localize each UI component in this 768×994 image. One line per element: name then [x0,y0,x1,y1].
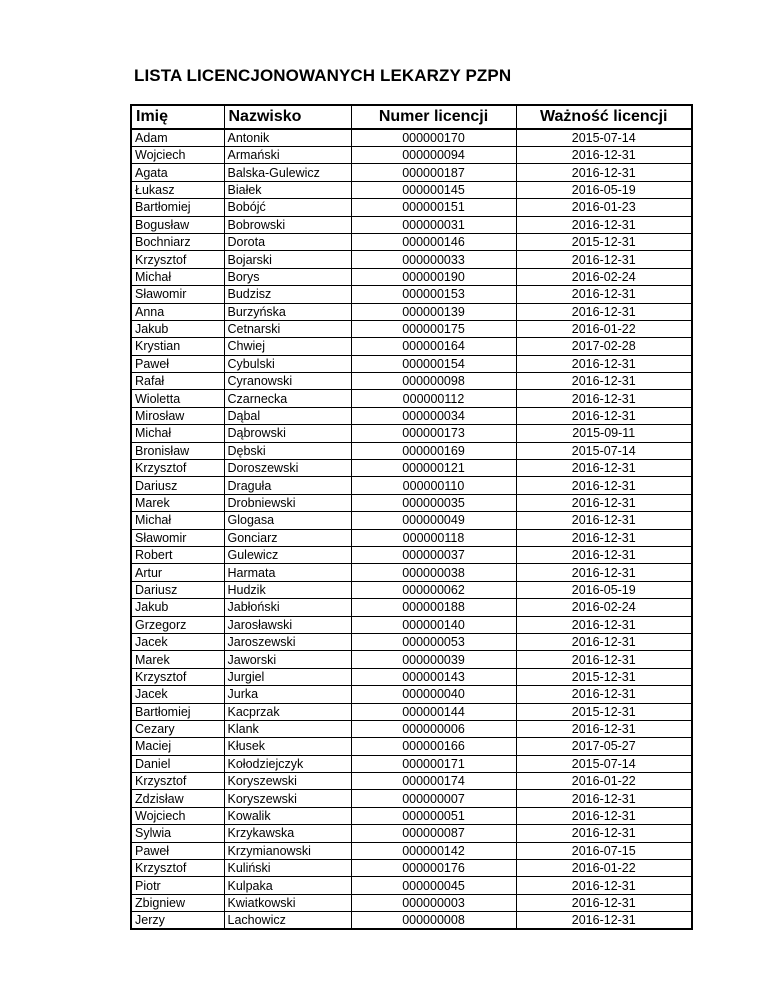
cell-license-validity: 2016-01-22 [516,860,692,877]
cell-first-name: Mirosław [131,407,224,424]
cell-first-name: Zbigniew [131,894,224,911]
cell-last-name: Draguła [224,477,351,494]
cell-last-name: Jurka [224,686,351,703]
cell-license-number: 000000145 [351,181,516,198]
cell-first-name: Michał [131,425,224,442]
cell-license-validity: 2016-12-31 [516,633,692,650]
cell-last-name: Bobójć [224,199,351,216]
cell-license-number: 000000176 [351,860,516,877]
cell-license-validity: 2015-07-14 [516,755,692,772]
cell-last-name: Krzykawska [224,825,351,842]
cell-first-name: Paweł [131,842,224,859]
cell-first-name: Bochniarz [131,233,224,250]
table-row [131,599,692,616]
table-row [131,129,692,147]
cell-license-validity: 2016-12-31 [516,512,692,529]
cell-license-validity: 2016-01-23 [516,199,692,216]
table-row [131,460,692,477]
table-row [131,842,692,859]
cell-first-name: Maciej [131,738,224,755]
cell-first-name: Sylwia [131,825,224,842]
cell-first-name: Piotr [131,877,224,894]
cell-last-name: Dorota [224,233,351,250]
cell-license-validity: 2016-12-31 [516,877,692,894]
cell-first-name: Zdzisław [131,790,224,807]
cell-last-name: Jabłoński [224,599,351,616]
cell-license-validity: 2016-05-19 [516,581,692,598]
cell-first-name: Rafał [131,373,224,390]
table-row [131,616,692,633]
cell-first-name: Sławomir [131,529,224,546]
cell-license-number: 000000171 [351,755,516,772]
cell-first-name: Jacek [131,686,224,703]
cell-license-number: 000000146 [351,233,516,250]
cell-license-validity: 2016-01-22 [516,320,692,337]
cell-license-validity: 2016-12-31 [516,494,692,511]
cell-license-number: 000000034 [351,407,516,424]
cell-license-validity: 2016-12-31 [516,825,692,842]
cell-license-validity: 2016-12-31 [516,147,692,164]
cell-last-name: Białek [224,181,351,198]
cell-first-name: Bronisław [131,442,224,459]
table-row [131,738,692,755]
cell-license-number: 000000094 [351,147,516,164]
cell-first-name: Wojciech [131,147,224,164]
cell-last-name: Glogasa [224,512,351,529]
cell-last-name: Kuliński [224,860,351,877]
cell-first-name: Marek [131,494,224,511]
cell-last-name: Dąbrowski [224,425,351,442]
cell-license-validity: 2016-12-31 [516,460,692,477]
table-row [131,268,692,285]
cell-license-number: 000000035 [351,494,516,511]
cell-first-name: Dariusz [131,581,224,598]
table-row [131,703,692,720]
cell-license-number: 000000169 [351,442,516,459]
cell-license-validity: 2015-12-31 [516,233,692,250]
cell-license-number: 000000175 [351,320,516,337]
header-last-name: Nazwisko [224,105,351,129]
cell-license-number: 000000153 [351,286,516,303]
cell-license-validity: 2016-12-31 [516,373,692,390]
cell-first-name: Marek [131,651,224,668]
cell-first-name: Bartłomiej [131,199,224,216]
table-row [131,807,692,824]
table-row [131,355,692,372]
cell-first-name: Krystian [131,338,224,355]
cell-license-validity: 2015-12-31 [516,703,692,720]
cell-license-validity: 2016-12-31 [516,651,692,668]
cell-first-name: Krzysztof [131,860,224,877]
cell-license-number: 000000007 [351,790,516,807]
table-row [131,825,692,842]
table-row [131,912,692,930]
table-row [131,390,692,407]
table-row [131,581,692,598]
table-row [131,164,692,181]
cell-license-validity: 2016-12-31 [516,407,692,424]
cell-license-validity: 2016-12-31 [516,790,692,807]
header-first-name: Imię [131,105,224,129]
cell-license-number: 000000188 [351,599,516,616]
table-row [131,894,692,911]
table-row [131,199,692,216]
table-row [131,320,692,337]
cell-license-number: 000000170 [351,129,516,147]
table-row [131,546,692,563]
cell-license-validity: 2016-01-22 [516,773,692,790]
cell-last-name: Kulpaka [224,877,351,894]
table-row [131,407,692,424]
cell-last-name: Balska-Gulewicz [224,164,351,181]
cell-first-name: Artur [131,564,224,581]
cell-license-validity: 2016-12-31 [516,546,692,563]
table-row [131,651,692,668]
table-row [131,303,692,320]
cell-license-number: 000000166 [351,738,516,755]
cell-first-name: Dariusz [131,477,224,494]
cell-last-name: Bojarski [224,251,351,268]
cell-license-number: 000000140 [351,616,516,633]
cell-license-validity: 2016-07-15 [516,842,692,859]
table-row [131,216,692,233]
cell-last-name: Jurgiel [224,668,351,685]
cell-license-number: 000000139 [351,303,516,320]
table-row [131,286,692,303]
cell-license-number: 000000173 [351,425,516,442]
cell-last-name: Antonik [224,129,351,147]
cell-license-number: 000000040 [351,686,516,703]
table-row [131,668,692,685]
cell-license-number: 000000031 [351,216,516,233]
cell-license-number: 000000038 [351,564,516,581]
cell-license-validity: 2016-02-24 [516,268,692,285]
cell-last-name: Jaroszewski [224,633,351,650]
cell-license-validity: 2016-12-31 [516,807,692,824]
cell-first-name: Adam [131,129,224,147]
cell-last-name: Borys [224,268,351,285]
cell-license-number: 000000154 [351,355,516,372]
cell-last-name: Klank [224,720,351,737]
cell-last-name: Armański [224,147,351,164]
table-row [131,477,692,494]
table-row [131,564,692,581]
cell-license-validity: 2016-12-31 [516,355,692,372]
cell-last-name: Kwiatkowski [224,894,351,911]
cell-first-name: Wojciech [131,807,224,824]
cell-first-name: Agata [131,164,224,181]
table-row [131,633,692,650]
cell-last-name: Kołodziejczyk [224,755,351,772]
cell-license-validity: 2017-02-28 [516,338,692,355]
cell-last-name: Kowalik [224,807,351,824]
cell-license-validity: 2016-12-31 [516,894,692,911]
cell-first-name: Daniel [131,755,224,772]
cell-license-number: 000000112 [351,390,516,407]
cell-first-name: Anna [131,303,224,320]
table-row [131,790,692,807]
cell-last-name: Gulewicz [224,546,351,563]
cell-last-name: Budzisz [224,286,351,303]
cell-license-validity: 2016-02-24 [516,599,692,616]
header-license-validity: Ważność licencji [516,105,692,129]
cell-last-name: Dąbal [224,407,351,424]
cell-first-name: Grzegorz [131,616,224,633]
cell-first-name: Krzysztof [131,668,224,685]
cell-license-validity: 2016-12-31 [516,564,692,581]
cell-last-name: Jarosławski [224,616,351,633]
cell-last-name: Doroszewski [224,460,351,477]
cell-license-number: 000000006 [351,720,516,737]
table-row [131,338,692,355]
cell-last-name: Bobrowski [224,216,351,233]
cell-first-name: Krzysztof [131,460,224,477]
table-header-row [131,105,692,129]
cell-license-number: 000000143 [351,668,516,685]
table-row [131,373,692,390]
cell-first-name: Jakub [131,599,224,616]
cell-last-name: Cyranowski [224,373,351,390]
cell-license-validity: 2016-12-31 [516,720,692,737]
page-title: LISTA LICENCJONOWANYCH LEKARZY PZPN [134,66,512,85]
table-body [131,129,692,929]
cell-license-validity: 2016-12-31 [516,912,692,930]
cell-last-name: Gonciarz [224,529,351,546]
cell-license-number: 000000098 [351,373,516,390]
cell-license-validity: 2016-12-31 [516,477,692,494]
cell-last-name: Drobniewski [224,494,351,511]
cell-first-name: Cezary [131,720,224,737]
cell-first-name: Krzysztof [131,251,224,268]
cell-license-validity: 2015-07-14 [516,129,692,147]
cell-license-number: 000000151 [351,199,516,216]
cell-license-validity: 2016-12-31 [516,164,692,181]
table-row [131,181,692,198]
table-row [131,147,692,164]
table-row [131,442,692,459]
cell-first-name: Jacek [131,633,224,650]
cell-first-name: Wioletta [131,390,224,407]
cell-license-number: 000000008 [351,912,516,930]
cell-license-number: 000000121 [351,460,516,477]
cell-license-number: 000000174 [351,773,516,790]
cell-license-number: 000000187 [351,164,516,181]
table-row [131,529,692,546]
cell-last-name: Kłusek [224,738,351,755]
cell-last-name: Lachowicz [224,912,351,930]
cell-license-number: 000000003 [351,894,516,911]
table-row [131,860,692,877]
cell-last-name: Chwiej [224,338,351,355]
cell-last-name: Koryszewski [224,790,351,807]
cell-license-validity: 2016-12-31 [516,686,692,703]
cell-last-name: Burzyńska [224,303,351,320]
cell-license-number: 000000087 [351,825,516,842]
cell-first-name: Krzysztof [131,773,224,790]
cell-last-name: Krzymianowski [224,842,351,859]
cell-last-name: Cybulski [224,355,351,372]
cell-first-name: Łukasz [131,181,224,198]
cell-first-name: Michał [131,268,224,285]
table-row [131,755,692,772]
table-row [131,877,692,894]
cell-first-name: Jerzy [131,912,224,930]
cell-license-validity: 2017-05-27 [516,738,692,755]
cell-last-name: Hudzik [224,581,351,598]
cell-license-validity: 2016-12-31 [516,529,692,546]
table-row [131,512,692,529]
cell-license-number: 000000039 [351,651,516,668]
cell-license-validity: 2016-12-31 [516,616,692,633]
cell-license-validity: 2016-12-31 [516,216,692,233]
cell-license-number: 000000190 [351,268,516,285]
cell-license-validity: 2015-07-14 [516,442,692,459]
cell-license-number: 000000037 [351,546,516,563]
cell-license-number: 000000062 [351,581,516,598]
cell-license-validity: 2016-05-19 [516,181,692,198]
cell-last-name: Czarnecka [224,390,351,407]
cell-first-name: Robert [131,546,224,563]
cell-license-validity: 2016-12-31 [516,390,692,407]
table-row [131,233,692,250]
cell-first-name: Jakub [131,320,224,337]
cell-license-validity: 2016-12-31 [516,251,692,268]
cell-license-number: 000000118 [351,529,516,546]
table-row [131,251,692,268]
cell-license-validity: 2015-09-11 [516,425,692,442]
cell-license-number: 000000033 [351,251,516,268]
table-row [131,686,692,703]
cell-license-validity: 2016-12-31 [516,286,692,303]
cell-license-validity: 2016-12-31 [516,303,692,320]
cell-first-name: Bogusław [131,216,224,233]
cell-last-name: Jaworski [224,651,351,668]
header-license-number: Numer licencji [351,105,516,129]
cell-last-name: Cetnarski [224,320,351,337]
cell-first-name: Michał [131,512,224,529]
cell-license-number: 000000051 [351,807,516,824]
cell-last-name: Harmata [224,564,351,581]
table-row [131,720,692,737]
cell-license-number: 000000045 [351,877,516,894]
cell-last-name: Dębski [224,442,351,459]
cell-license-number: 000000049 [351,512,516,529]
table-row [131,773,692,790]
table-row [131,494,692,511]
cell-license-number: 000000144 [351,703,516,720]
cell-first-name: Bartłomiej [131,703,224,720]
cell-license-validity: 2015-12-31 [516,668,692,685]
cell-license-number: 000000110 [351,477,516,494]
cell-last-name: Kacprzak [224,703,351,720]
cell-license-number: 000000164 [351,338,516,355]
cell-last-name: Koryszewski [224,773,351,790]
cell-license-number: 000000053 [351,633,516,650]
license-table [130,104,693,930]
cell-first-name: Paweł [131,355,224,372]
cell-license-number: 000000142 [351,842,516,859]
cell-first-name: Sławomir [131,286,224,303]
table-row [131,425,692,442]
